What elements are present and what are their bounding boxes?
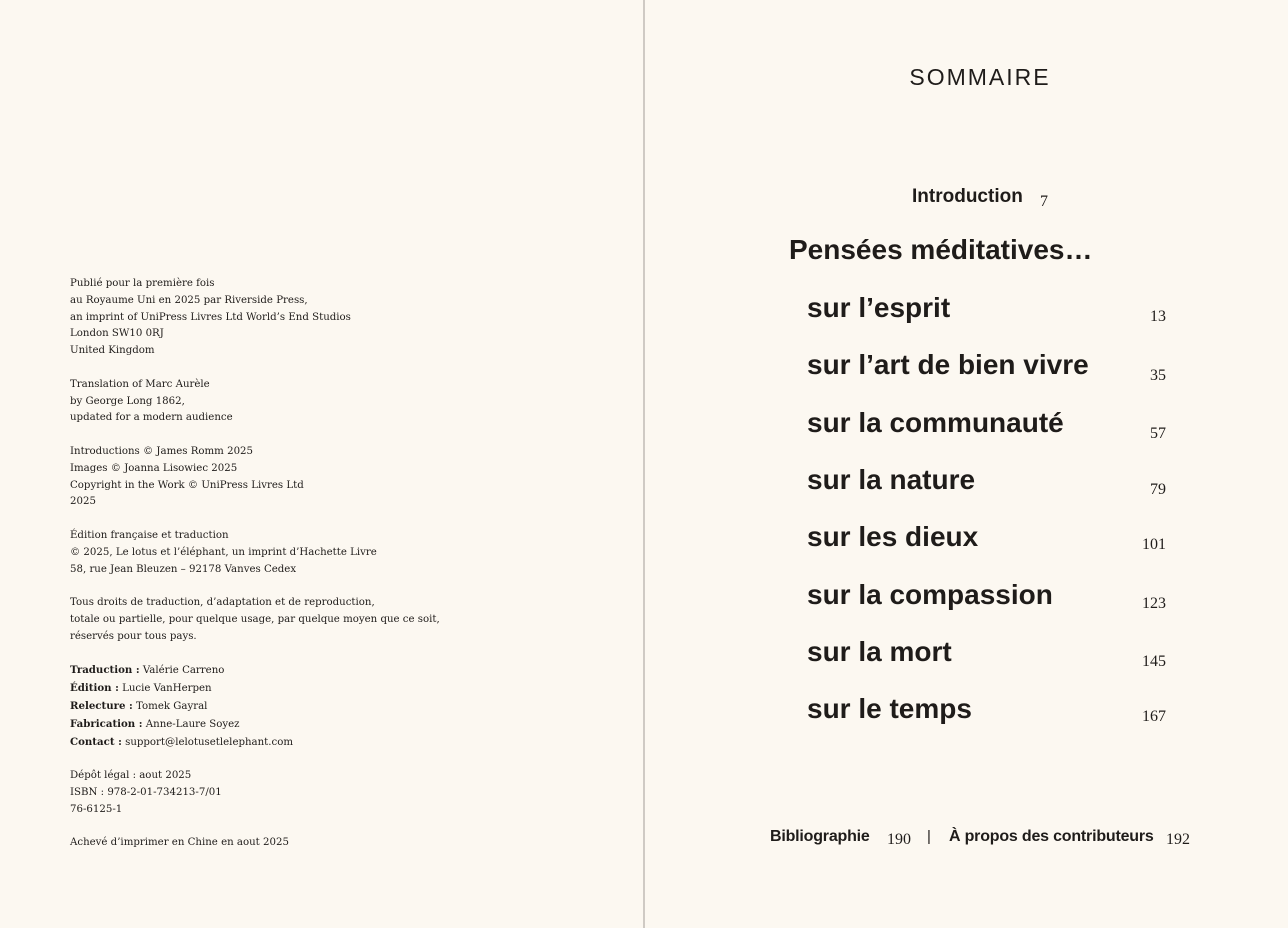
colophon-line: Translation of Marc Aurèle (70, 378, 210, 390)
colophon-line: réservés pour tous pays. (70, 630, 197, 642)
colophon-line: by George Long 1862, (70, 395, 185, 407)
credit-line (70, 680, 490, 698)
toc-entry[interactable]: sur la mort (807, 636, 952, 667)
toc-title: SOMMAIRE (909, 64, 1051, 90)
toc-entry[interactable]: sur les dieux (807, 521, 979, 552)
toc-entry-page: 101 (1142, 536, 1166, 553)
copyright-block (70, 444, 490, 511)
colophon-line: au Royaume Uni en 2025 par Riverside Press, (70, 294, 308, 306)
credit-line (70, 716, 490, 734)
credit-role: Traduction : (70, 664, 140, 677)
colophon-line: updated for a modern audience (70, 412, 233, 424)
colophon-line: London SW10 0RJ (70, 328, 164, 340)
toc-entry[interactable]: sur la communauté (807, 407, 1064, 438)
colophon-line: Images © Joanna Lisowiec 2025 (70, 462, 238, 474)
toc-entry[interactable]: sur l’art de bien vivre (807, 349, 1089, 380)
credit-role: Édition : (70, 682, 119, 695)
colophon-line: Dépôt légal : aout 2025 (70, 770, 192, 782)
colophon-line: 2025 (70, 496, 96, 508)
translation-block (70, 377, 490, 427)
colophon-line: Édition française et traduction (70, 529, 229, 541)
credit-role: Contact : (70, 735, 122, 748)
footer-separator: | (927, 828, 931, 845)
toc-entry[interactable]: sur l’esprit (807, 292, 951, 323)
contributors-label[interactable]: À propos des contributeurs (949, 828, 1154, 845)
colophon-line: Publié pour la première fois (70, 278, 215, 289)
toc-entry-page: 123 (1142, 595, 1166, 612)
colophon-line: Achevé d’imprimer en Chine en aout 2025 (70, 837, 289, 849)
toc-entry-page: 13 (1150, 308, 1166, 325)
bibliography-page: 190 (887, 831, 911, 848)
colophon-line: 58, rue Jean Bleuzen – 92178 Vanves Cedex (70, 563, 297, 575)
credit-name: support@lelotusetlelephant.com (125, 736, 294, 748)
toc-entry-page: 35 (1150, 367, 1166, 384)
credit-role: Fabrication : (70, 717, 143, 730)
colophon-line: 76-6125-1 (70, 803, 123, 815)
colophon-line: totale ou partielle, pour quelque usage, par quelque moyen que ce soit, (70, 613, 440, 625)
colophon-line: an imprint of UniPress Livres Ltd World’s End Studios (70, 311, 351, 323)
toc-entry[interactable]: sur la compassion (807, 579, 1053, 610)
toc-entry-page: 79 (1150, 481, 1166, 498)
colophon-line: ISBN : 978-2-01-734213-7/01 (70, 786, 222, 798)
printing-block (70, 835, 490, 852)
rights-block (70, 595, 490, 645)
credit-role: Relecture : (70, 699, 133, 712)
credit-name: Anne-Laure Soyez (145, 718, 240, 730)
credit-line (70, 734, 490, 752)
credit-name: Tomek Gayral (136, 700, 208, 712)
contributors-page: 192 (1166, 831, 1190, 848)
colophon (70, 276, 490, 869)
credit-name: Valérie Carreno (142, 665, 225, 677)
page-gutter (643, 0, 645, 928)
legal-block (70, 768, 490, 818)
colophon-line: United Kingdom (70, 345, 155, 357)
colophon-line: Introductions © James Romm 2025 (70, 445, 254, 457)
toc-entry[interactable]: sur la nature (807, 464, 976, 495)
credit-line (70, 698, 490, 716)
toc-part-title: Pensées méditatives… (789, 234, 1093, 265)
credits-block (70, 662, 490, 751)
colophon-line: Tous droits de traduction, d’adaptation et de reproduction, (70, 597, 375, 609)
toc-entry[interactable]: sur le temps (807, 693, 972, 724)
french-edition-block (70, 528, 490, 578)
credit-line (70, 662, 490, 680)
toc-intro-label[interactable]: Introduction (912, 186, 1023, 207)
bibliography-label[interactable]: Bibliographie (770, 828, 870, 845)
toc-intro-page: 7 (1040, 193, 1048, 210)
colophon-line: Copyright in the Work © UniPress Livres Ltd (70, 479, 304, 491)
toc-entry-page: 145 (1142, 653, 1166, 670)
toc-entry-page: 57 (1150, 425, 1166, 442)
credit-name: Lucie VanHerpen (122, 683, 212, 695)
colophon-line: © 2025, Le lotus et l’éléphant, un imprint d’Hachette Livre (70, 546, 377, 558)
publication-block (70, 276, 490, 360)
toc-entry-page: 167 (1142, 708, 1166, 725)
